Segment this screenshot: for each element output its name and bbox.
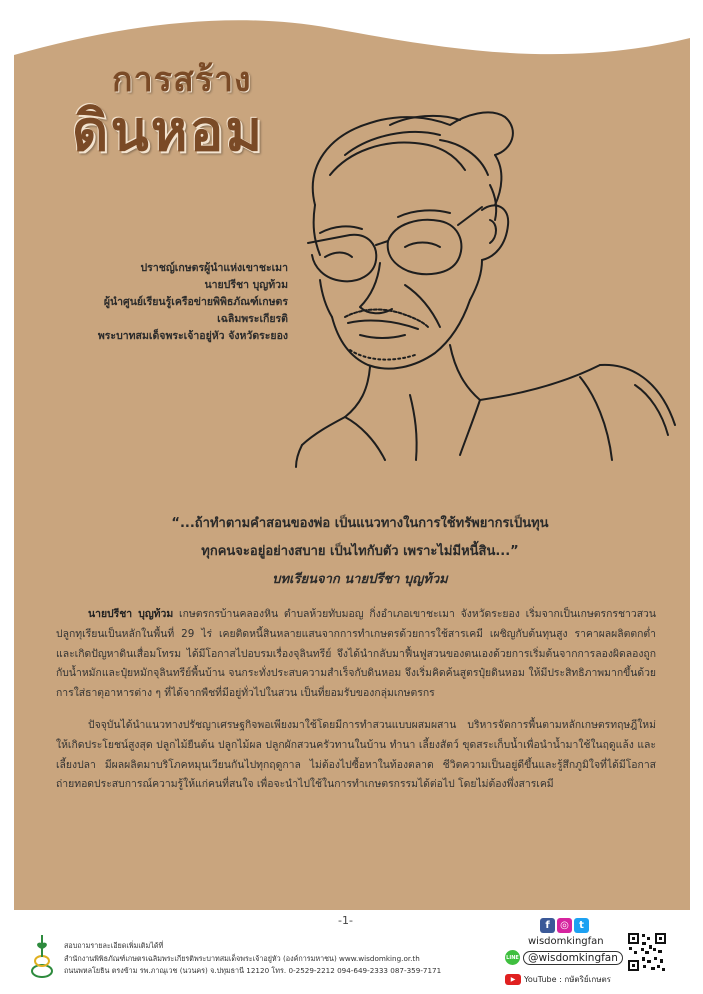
facebook-icon[interactable]: f [540, 918, 555, 933]
youtube-icon: ▶ [505, 974, 521, 985]
footer-contact [64, 940, 441, 978]
qr-code-icon[interactable] [627, 932, 667, 972]
organization-logo-icon [30, 933, 54, 979]
twitter-icon[interactable]: t [574, 918, 589, 933]
footer-line-3: ถนนพหลโยธิน ตรงข้าม รพ.ภาณุเวช (นวนคร) จ.ปทุมธานี 12120 โทร. 0-2529-2212 094-649-2333 087-359-7171 [64, 966, 442, 975]
body-paragraph-2: ปัจจุบันได้นำแนวทางปรัชญาเศรษฐกิจพอเพียงมาใช้โดยมีการทำสวนแบบผสมผสาน บริหารจัดการพื้นตามหลักเกษตรทฤษฎีใหม่ให้เกิดประโยชน์สูงสุด ปลูกไม้ยืนต้น ปลูกไม้ผล ปลูกผักสวนครัวทานในบ้าน ทำนา เลี้ยงสัตว์ ขุดสระเก็บน้ำเพื่อนำน้ำมาใช้ในฤดูแล้ง และเลี้ยงปลา มีผลผลิตมาบริโภคหมุนเวียนกันไปทุกฤดูกาล ไม่ต้องไปซื้อหาในท้องตลาด ชีวิตความเป็นอยู่ดีขึ้นและรู้สึกภูมิใจที่ได้มีโอกาสถ่ายทอดประสบการณ์ความรู้ให้แก่คนที่สนใจ เพื่อจะนำไปใช้ในการทำเกษตรกรรมได้ต่อไป โดยไม่ต้องพึ่งสารเคมี [56, 718, 656, 791]
instagram-icon[interactable]: ◎ [557, 918, 572, 933]
intro-line-3: ผู้นำศูนย์เรียนรู้เครือข่ายพิพิธภัณฑ์เกษตรเฉลิมพระเกียรติ [103, 296, 288, 325]
intro-block [40, 260, 288, 345]
youtube-contact[interactable] [505, 973, 611, 986]
body-p1-text: เกษตรกรบ้านคลองหิน ตำบลห้วยทับมอญ กิ่งอำเภอเขาชะเมา จังหวัดระยอง เริ่มจากเป็นเกษตรกรชาวสวนปลูกทุเรียนเป็นหลักในพื้นที่ 29 ไร่ เคยติดหนี้สินหลายแสนจากการทำเกษตรด้วยการใช้สารเคมี เผชิญกับต้นทุนสูง ราคาผลผลิตตกต่ำและเกิดปัญหาดินเสื่อมโทรม ได้มีโอกาสไปอบรมเรื่องจุลินทรีย์ จึงได้นำกลับมาฟื้นฟูสวนของตนเองด้วยการเริ่มต้นจากการลองผิดลองถูกกับน้ำหมักและปุ๋ยหมักจุลินทรีย์พื้นบ้าน จนกระทั่งประสบความสำเร็จกับดินหอม จึงเริ่มคิดค้นสูตรปุ๋ยดินหอม ให้มีประสิทธิภาพมากขึ้นด้วยการใส่ธาตุอาหารต่าง ๆ ที่ได้จากพืชที่มีอยู่ทั่วไปในสวน เป็นที่ยอมรับของกลุ่มเกษตรกร [56, 608, 656, 700]
intro-line-2: นายปรีชา บุญท้วม [204, 279, 288, 291]
intro-line-1: ปราชญ์เกษตรผู้นำแห่งเขาชะเมา [140, 262, 288, 274]
page-number: -1- [338, 914, 353, 927]
social-icons [540, 918, 589, 933]
footer-line-1: สอบถามรายละเอียดเพิ่มเติมได้ที่ [64, 941, 164, 950]
title-line-2: ดินหอม [72, 99, 265, 164]
body-paragraph-1 [56, 605, 656, 704]
youtube-label: YouTube : กษัตริย์เกษตร [524, 975, 611, 984]
body-p1-name: นายปรีชา บุญท้วม [88, 608, 174, 620]
quote-block [60, 510, 660, 594]
intro-line-4: พระบาทสมเด็จพระเจ้าอยู่หัว จังหวัดระยอง [97, 330, 288, 342]
line-icon: LINE [505, 950, 520, 965]
footer-line-2: สำนักงานพิพิธภัณฑ์เกษตรเฉลิมพระเกียรติพระบาทสมเด็จพระเจ้าอยู่หัว (องค์การมหาชน) www.wisdomking.or.th [64, 953, 420, 963]
line-contact[interactable] [505, 950, 623, 965]
portrait-illustration [290, 95, 685, 470]
title-line-1: การสร้าง [112, 60, 252, 100]
quote-line-1: “...ถ้าทำตามคำสอนของพ่อ เป็นแนวทางในการใช้ทรัพยากรเป็นทุน [171, 516, 549, 531]
facebook-handle[interactable]: wisdomkingfan [528, 936, 604, 947]
quote-source: บทเรียนจาก นายปรีชา บุญท้วม [272, 572, 448, 587]
quote-line-2: ทุกคนจะอยู่อย่างสบาย เป็นไทกับตัว เพราะไม่มีหนี้สิน...” [201, 544, 519, 559]
body-text [56, 605, 656, 807]
line-handle: @wisdomkingfan [523, 951, 623, 965]
